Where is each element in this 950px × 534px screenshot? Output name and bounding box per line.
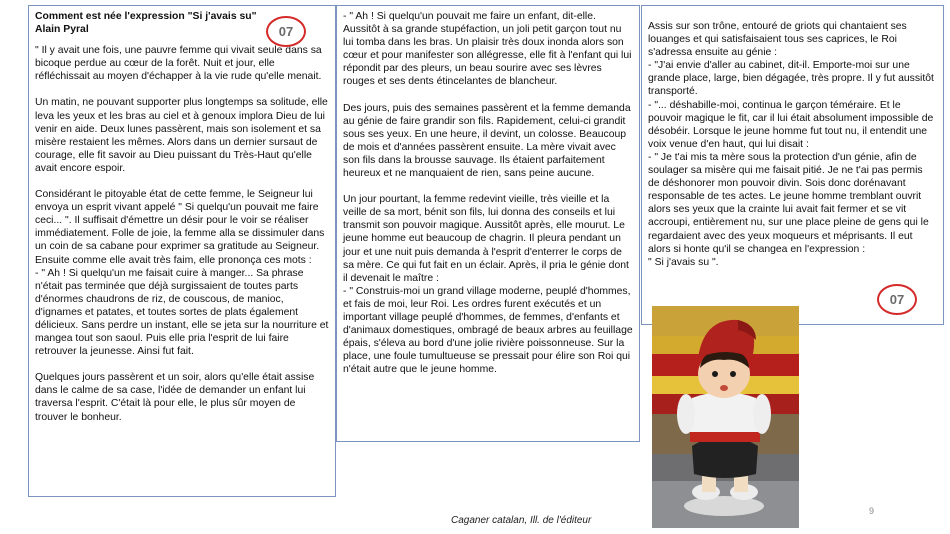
text-column-2: [336, 5, 640, 442]
column-3-paragraphs: [648, 20, 937, 269]
col2-paragraph: Un jour pourtant, la femme redevint vieille, très vieille et la veille de sa mort, bénit son fils, lui donna des conseils et lui transmit son pouvoir magique. Aussitôt après, elle mourut. Le jeune homme eut beaucoup de chagrin. Il pleura pendant un jour et une nuit puis demanda à l'esprit d'enterrer le corps de sa mère. Ce qui fut fait en un éclair. Après, il pria le génie dont il devenait le maître : - " Construis-moi un grand village moderne, peuplé d'hommes, et fais de moi, leur Roi. Les ordres furent exécutés et un important village peuplé d'hommes, de femmes, d'enfants et d'animaux domestiques, ombragé de beaux arbres au feuillage épais, s'éleva au bord d'une jolie rivière poissonneuse. Sur la place, une foule tumultueuse se pressait pour élire son Roi qui n'était autre que le jeune homme.: [343, 194, 633, 376]
article-title: Comment est née l'expression "Si j'avais su": [35, 11, 257, 22]
text-column-3: [641, 5, 944, 325]
figure-caption: Caganer catalan, Ill. de l'éditeur: [451, 515, 592, 526]
caganer-figurine-photo: [652, 306, 799, 528]
text-column-1: [28, 5, 336, 497]
col2-paragraph: - " Ah ! Si quelqu'un pouvait me faire un enfant, dit-elle. Aussitôt à sa grande stupéfaction, un joli petit garçon tout nu lui tomba dans les bras. Un plaisir très doux inonda alors son cœur et pour manifester son allégresse, elle fit à l'enfant qui lui répondit par des pleurs, un beau sourire avec ses lèvres rouges et ses dents étincelantes de blancheur.: [343, 11, 632, 88]
col1-paragraph: Un matin, ne pouvant supporter plus longtemps sa solitude, elle leva les yeux et les bras au ciel et à genoux implora Dieu de lui venir en aide. Deux lunes passèrent, mais son isolement et sa misère restaient les mêmes. Alors dans un dernier sursaut de courage, elle fit savoir au Dieu puissant du Très-Haut qu'elle avait encore espoir.: [35, 97, 328, 174]
col2-paragraph: Des jours, puis des semaines passèrent et la femme demanda au génie de faire grandir son fils. Rapidement, celui-ci grandit sous ses yeux. En une heure, il devint, un colosse. Beaucoup de mois et d'années passèrent ensuite. La mère vivait avec son fils dans la brousse sauvage. Ils étaient parfaitement heureux et ne manquaient de rien, sans peine aucune.: [343, 102, 631, 180]
figurine-illustration: [652, 306, 799, 528]
column-1-paragraphs: [35, 44, 329, 423]
article-author: Alain Pyral: [35, 24, 89, 36]
col1-paragraph: Considérant le pitoyable état de cette femme, le Seigneur lui envoya un esprit vivant appelé " Si quelqu'un pouvait me faire ceci... ". Il suffisait d'émettre un désir pour le voir se réaliser immédiatement. Folle de joie, la femme alla se dissimuler dans un coin de sa cabane pour exprimer sa gratitude au Seigneur. Ensuite comme elle avait très faim, elle prononça ces mots : - " Ah ! Si quelqu'un me faisait cuire à manger... Sa phrase n'était pas terminée que déjà surgissaient de toutes parts d'énormes chaudrons de riz, de couscous, de manioc, d'ignames et patates, et toutes sortes de plats également délicieux. Sans perdre un instant, elle se jeta sur la nourriture et mangea tout son saoul. Puis elle pria l'esprit de lui faire retrouver la jeunesse. Ainsi fut fait.: [35, 189, 329, 358]
chapter-badge-bottom: 07: [877, 284, 917, 315]
column-2-paragraphs: [343, 10, 633, 376]
col1-paragraph: Quelques jours passèrent et un soir, alors qu'elle était assise dans le calme de sa case, l'idée de demander un enfant lui traversa l'esprit. C'était là pour elle, le plus sûr moyen de trouver le bonheur.: [35, 372, 315, 423]
col3-paragraph: Assis sur son trône, entouré de griots qui chantaient ses louanges et qui satisfaisaient tous ses caprices, le Roi s'adressa ensuite au génie : - "J'ai envie d'aller au cabinet, dit-il. Emporte-moi sur une grande place, large, bien dégagée, très propre. Il y fut aussitôt transporté. - "... déshabille-moi, continua le garçon téméraire. Et le pouvoir magique le fit, car il lui était absolument impossible de désobéir. Lorsque le jeune homme fut tout nu, il entendit une voix venue d'en haut, qui lui disait : - " Je t'ai mis ta mère sous la protection d'un génie, afin de soulager sa misère qui me faisait pitié. Je ne t'ai pas permis de déshonorer mon pouvoir divin. Sois donc dorénavant responsable de tes actes. Le jeune homme tremblant ouvrit alors ses yeux que la crainte lui avait fait fermer et se vit accroupi, entièrement nu, sur une place pleine de gens qui le regardaient avec des yeux moqueurs et méprisants. Il eut alors si honte qu'il se changea en l'expression : " Si j'avais su ".: [648, 21, 934, 268]
page-number: 9: [869, 506, 875, 516]
chapter-badge-top: 07: [266, 16, 306, 47]
col1-paragraph: " Il y avait une fois, une pauvre femme qui vivait seule dans sa bicoque perdue au cœur de la forêt. Nuit et jour, elle réfléchissait au moyen d'échapper à la vie rude qu'elle menait.: [35, 45, 322, 83]
